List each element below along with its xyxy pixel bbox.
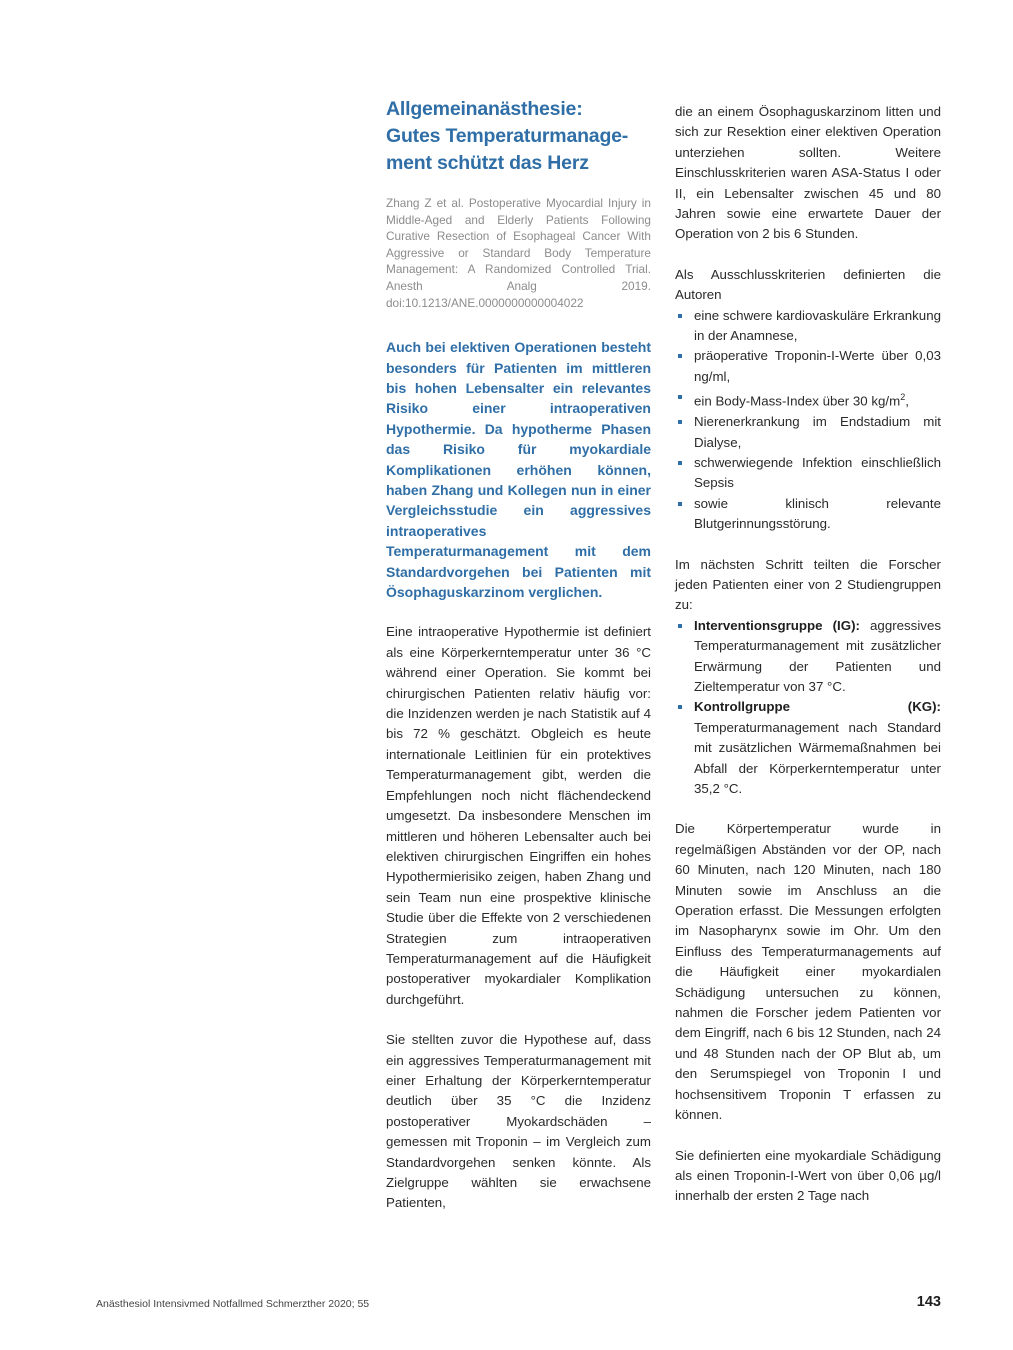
group-term: Kontrollgruppe (KG): [694, 699, 941, 715]
lead-paragraph: Auch bei elektiven Operationen besteht besonders für Patienten im mittleren bis hohen Lebensalter ein relevantes Risiko einer intraoperativen Hypothermie. Da hypotherme Phasen das Risiko für myokardiale Komplikationen erhöhen können, haben Zhang und Kollegen nun in einer Vergleichsstudie ein aggressives intraoperatives Temperaturmanagement mit dem Standardvorgehen bei Patienten mit Ösophaguskarzinom verglichen. [386, 339, 651, 601]
group-text: Temperaturmanagement nach Standard mit zusätzlichen Wärmemaßnahmen bei Abfall der Körperkerntemperatur unter 35,2 °C. [694, 719, 941, 797]
list-item [675, 453, 941, 494]
list-item [675, 412, 941, 453]
title-line-2: Gutes Temperaturmanage- [386, 125, 629, 147]
bullet-icon [678, 624, 682, 628]
page-number: 143 [916, 1294, 941, 1310]
group-term: Interventionsgruppe (IG): [694, 617, 860, 633]
left-column [386, 96, 651, 1214]
list-item [675, 616, 941, 698]
journal-footer: Anästhesiol Intensivmed Notfallmed Schmerzther 2020; 55 [96, 1298, 370, 1310]
bullet-icon [678, 314, 682, 318]
bullet-icon [678, 461, 682, 465]
bullet-icon [678, 705, 682, 709]
group-text: aggressives Temperaturmanagement mit zusätzlicher Erwärmung der Patienten und Zieltemperatur von 37 °C. [694, 617, 941, 694]
list-item [675, 346, 941, 387]
groups-list [675, 616, 941, 800]
list-item-text: Nierenerkrankung im Endstadium mit Dialyse, [694, 414, 941, 450]
citation: Zhang Z et al. Postoperative Myocardial Injury in Middle-Aged and Elderly Patients Following Curative Resection of Esophageal Cancer With Aggressive or Standard Body Temperature Management: A Randomized Controlled Trial. Anesth Analg 2019. doi:10.1213/ANE.0000000000004022 [386, 196, 651, 310]
list-item-end: , [905, 393, 909, 409]
article-title [386, 96, 651, 177]
list-item [675, 387, 941, 412]
title-line-1: Allgemeinanästhesie: [386, 98, 583, 120]
list-item-text: eine schwere kardiovaskuläre Erkrankung in der Anamnese, [694, 307, 941, 344]
right-column [675, 102, 941, 1227]
body-paragraph: Eine intraoperative Hypothermie ist definiert als eine Körperkerntemperatur unter 36 °C während einer Operation. Sie kommt bei chirurgischen Patienten relativ häufig vor: die Inzidenzen werden je nach Statistik auf 4 bis 72 % geschätzt. Obgleich es heute internationale Leitlinien für ein protektives Temperaturmanagement gibt, werden die Empfehlungen noch nicht flächendeckend umgesetzt. Da insbesondere Menschen im mittleren und höheren Lebensalter auch bei elektiven chirurgischen Eingriffen ein hohes Hypothermierisiko zeigen, haben Zhang und sein Team nun eine prospektive klinische Studie über die Effekte von 2 verschiedenen Strategien zum intraoperativen Temperaturmanagement auf die Häufigkeit postoperativer myokardialer Komplikation durchgeführt. [386, 624, 651, 1007]
list-item [675, 306, 941, 347]
body-paragraph: Sie stellten zuvor die Hypothese auf, dass ein aggressives Temperaturmanagement mit einer Erhaltung der Körperkerntemperatur deutlich über 35 °C die Inzidenz postoperativer Myokardschäden – gemessen mit Troponin – im Vergleich zum Standardvorgehen senken könnte. Als Zielgruppe wählten sie erwachsene Patienten, [386, 1032, 651, 1211]
exclusion-list [675, 306, 941, 535]
bullet-icon [678, 420, 682, 424]
bullet-icon [678, 502, 682, 506]
exclusion-intro: Als Ausschlusskriterien definierten die Autoren [675, 266, 941, 303]
bullet-icon [678, 354, 682, 358]
bullet-icon [678, 395, 682, 399]
list-item [675, 494, 941, 535]
list-item-text: sowie klinisch relevante Blutgerinnungsstörung. [694, 495, 941, 532]
groups-intro: Im nächsten Schritt teilten die Forscher jeden Patienten einer von 2 Studiengruppen zu: [675, 556, 941, 613]
body-paragraph: Die Körpertemperatur wurde in regelmäßigen Abständen vor der OP, nach 60 Minuten, nach 120 Minuten, nach 180 Minuten sowie im Anschluss an die Operation erfasst. Die Messungen erfolgten im Nasopharynx sowie im Ohr. Um den Einfluss des Temperaturmanagements auf die Häufigkeit einer myokardialen Schädigung untersuchen zu können, nahmen die Forscher jedem Patienten vor dem Eingriff, nach 6 bis 12 Stunden, nach 24 und 48 Stunden nach der OP Blut ab, um den Serumspiegel von Troponin I und hochsensitivem Troponin T erfassen zu können. [675, 821, 941, 1123]
list-item-text: präoperative Troponin-I-Werte über 0,03 ng/ml, [694, 348, 941, 384]
title-line-3: ment schützt das Herz [386, 152, 589, 174]
list-item [675, 697, 941, 799]
list-item-text: ein Body-Mass-Index über 30 kg/m [694, 393, 901, 409]
superscript: 2 [900, 392, 906, 403]
body-paragraph: Sie definierten eine myokardiale Schädigung als einen Troponin-I-Wert von über 0,06 µg/l innerhalb der ersten 2 Tage nach [675, 1147, 941, 1204]
body-paragraph: die an einem Ösophaguskarzinom litten und sich zur Resektion einer elektiven Operation unterziehen sollten. Weitere Einschlusskriterien waren ASA-Status I oder II, ein Lebensalter zwischen 45 und 80 Jahren sowie eine erwartete Dauer der Operation von 2 bis 6 Stunden. [675, 104, 941, 242]
list-item-text: schwerwiegende Infektion einschließlich Sepsis [694, 454, 941, 491]
